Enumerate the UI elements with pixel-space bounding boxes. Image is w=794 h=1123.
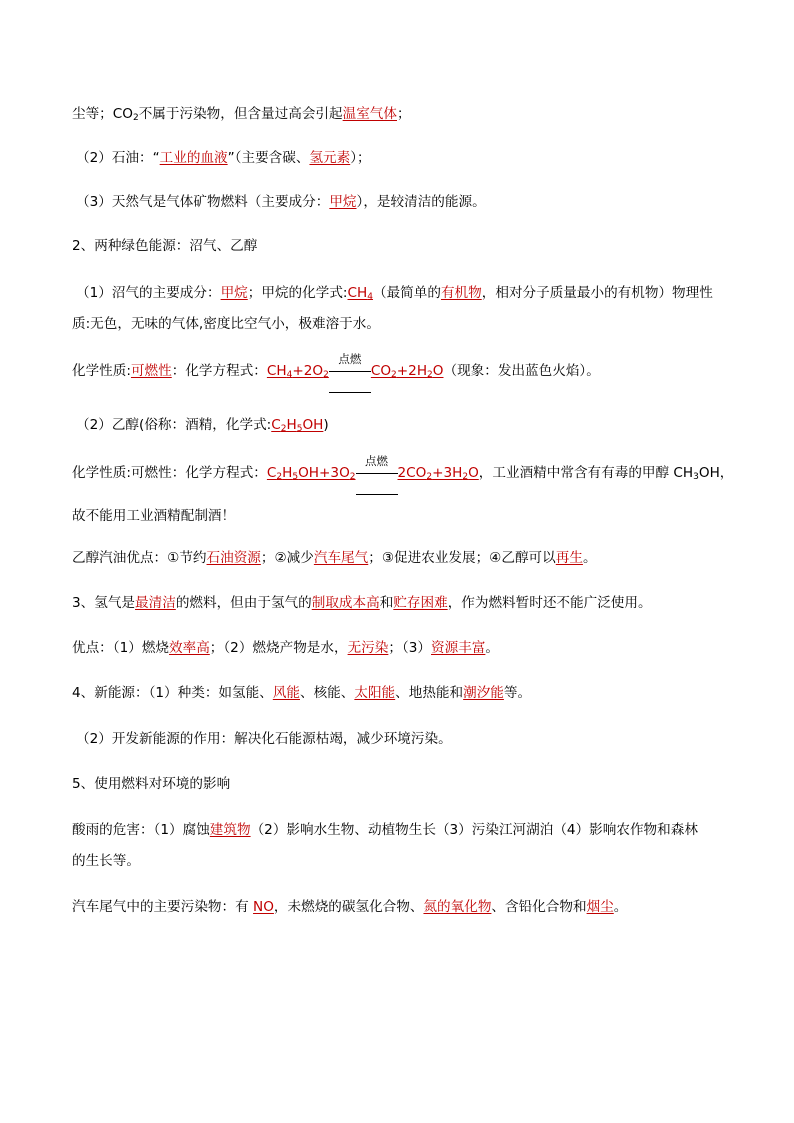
answer-blank: 潮汐能 xyxy=(463,685,504,701)
para-co2: 尘等；$CO_2$不属于污染物，但含量过高会引起温室气体； xyxy=(72,106,411,123)
equation-reactants: $C_2H_5OH+3O_2$ xyxy=(266,465,356,482)
para-ethanol-gasoline: 乙醇汽油优点：①节约石油资源；②减少汽车尾气；③促进农业发展；④乙醇可以再生。 xyxy=(72,550,597,566)
answer-blank: 建筑物 xyxy=(209,822,251,838)
answer-blank: 烟尘 xyxy=(586,899,614,915)
para-new-energy: 4、新能源：（1）种类：如氢能、风能、核能、太阳能、地热能和潮汐能等。 xyxy=(72,685,532,701)
para-acid-rain: 酸雨的危害：（1）腐蚀建筑物（2）影响水生物、动植物生长（3）污染江河湖泊（4）影响农作物和森林 xyxy=(72,822,698,838)
para-new-energy-role: （2）开发新能源的作用：解决化石能源枯竭，减少环境污染。 xyxy=(76,731,452,747)
answer-blank: 石油资源 xyxy=(206,550,261,566)
answer-blank: 太阳能 xyxy=(354,685,396,701)
answer-blank: 有机物 xyxy=(440,285,482,301)
answer-blank: 无污染 xyxy=(347,640,389,656)
heading-environment: 5、使用燃料对环境的影响 xyxy=(72,776,231,792)
para-ethanol-warning: 故不能用工业酒精配制酒！ xyxy=(72,508,236,524)
answer-blank: 贮存困难 xyxy=(393,595,448,611)
reaction-arrow: 点燃 xyxy=(329,361,371,381)
reaction-arrow: 点燃 xyxy=(356,463,398,483)
answer-blank: 效率高 xyxy=(169,640,210,656)
para-hydrogen-advantages: 优点：（1）燃烧效率高；（2）燃烧产物是水，无污染；（3）资源丰富。 xyxy=(72,640,499,656)
answer-blank: 氮的氧化物 xyxy=(423,899,492,915)
para-exhaust: 汽车尾气中的主要污染物：有 NO，未燃烧的碳氢化合物、氮的氧化物、含铅化合物和烟尘。 xyxy=(72,899,628,915)
equation-products: $CO_2+2H_2O$ xyxy=(370,363,444,380)
answer-blank: $C_2H_5OH$ xyxy=(271,417,324,434)
heading-green-energy: 2、两种绿色能源：沼气、乙醇 xyxy=(72,238,258,254)
para-petroleum: （2）石油：“工业的血液”（主要含碳、氢元素）； xyxy=(76,150,371,166)
answer-blank: 最清洁 xyxy=(135,595,176,611)
answer-blank: 再生 xyxy=(555,550,583,566)
answer-blank: 温室气体 xyxy=(342,106,397,122)
equation-products: $2CO_2+3H_2O$ xyxy=(397,465,479,482)
answer-blank: $CH_4$ xyxy=(347,285,373,302)
answer-blank: 工业的血液 xyxy=(159,150,228,166)
answer-blank: 可燃性 xyxy=(130,363,172,379)
para-ethanol: （2）乙醇(俗称：酒精，化学式$:C_2H_5OH$) xyxy=(76,417,329,434)
para-biogas-cont: 质:无色，无味的气体,密度比空气小，极难溶于水。 xyxy=(72,316,380,332)
para-ethanol-equation: 化学性质:可燃性：化学方程式：$C_2H_5OH+3O_2$ 点燃 $2CO_2+3H_2O$，工业酒精中常含有有毒的甲醇 $CH_3OH$， xyxy=(72,463,732,483)
answer-blank: 制取成本高 xyxy=(311,595,380,611)
answer-blank: 汽车尾气 xyxy=(313,550,369,566)
para-hydrogen: 3、氢气是最清洁的燃料，但由于氢气的制取成本高和贮存困难，作为燃料暂时还不能广泛使用。 xyxy=(72,595,652,611)
answer-blank: 甲烷 xyxy=(329,194,357,210)
answer-blank: 资源丰富 xyxy=(431,640,486,656)
answer-blank: 甲烷 xyxy=(220,285,248,301)
answer-blank: NO xyxy=(253,899,274,915)
para-biogas: （1）沼气的主要成分：甲烷；甲烷的化学式$:CH_4$（最简单的有机物，相对分子质量最小的有机物）物理性 xyxy=(76,285,713,302)
para-acid-rain-cont: 的生长等。 xyxy=(72,853,140,869)
para-methane-equation: 化学性质:可燃性：化学方程式：$CH_4+2O_2$ 点燃 $CO_2+2H_2O$（现象：发出蓝色火焰）。 xyxy=(72,361,732,381)
para-natural-gas: （3）天然气是气体矿物燃料（主要成分：甲烷），是较清洁的能源。 xyxy=(76,194,486,210)
answer-blank: 风能 xyxy=(272,685,300,701)
answer-blank: 氢元素 xyxy=(309,150,351,166)
equation-reactants: $CH_4+2O_2$ xyxy=(266,363,329,380)
